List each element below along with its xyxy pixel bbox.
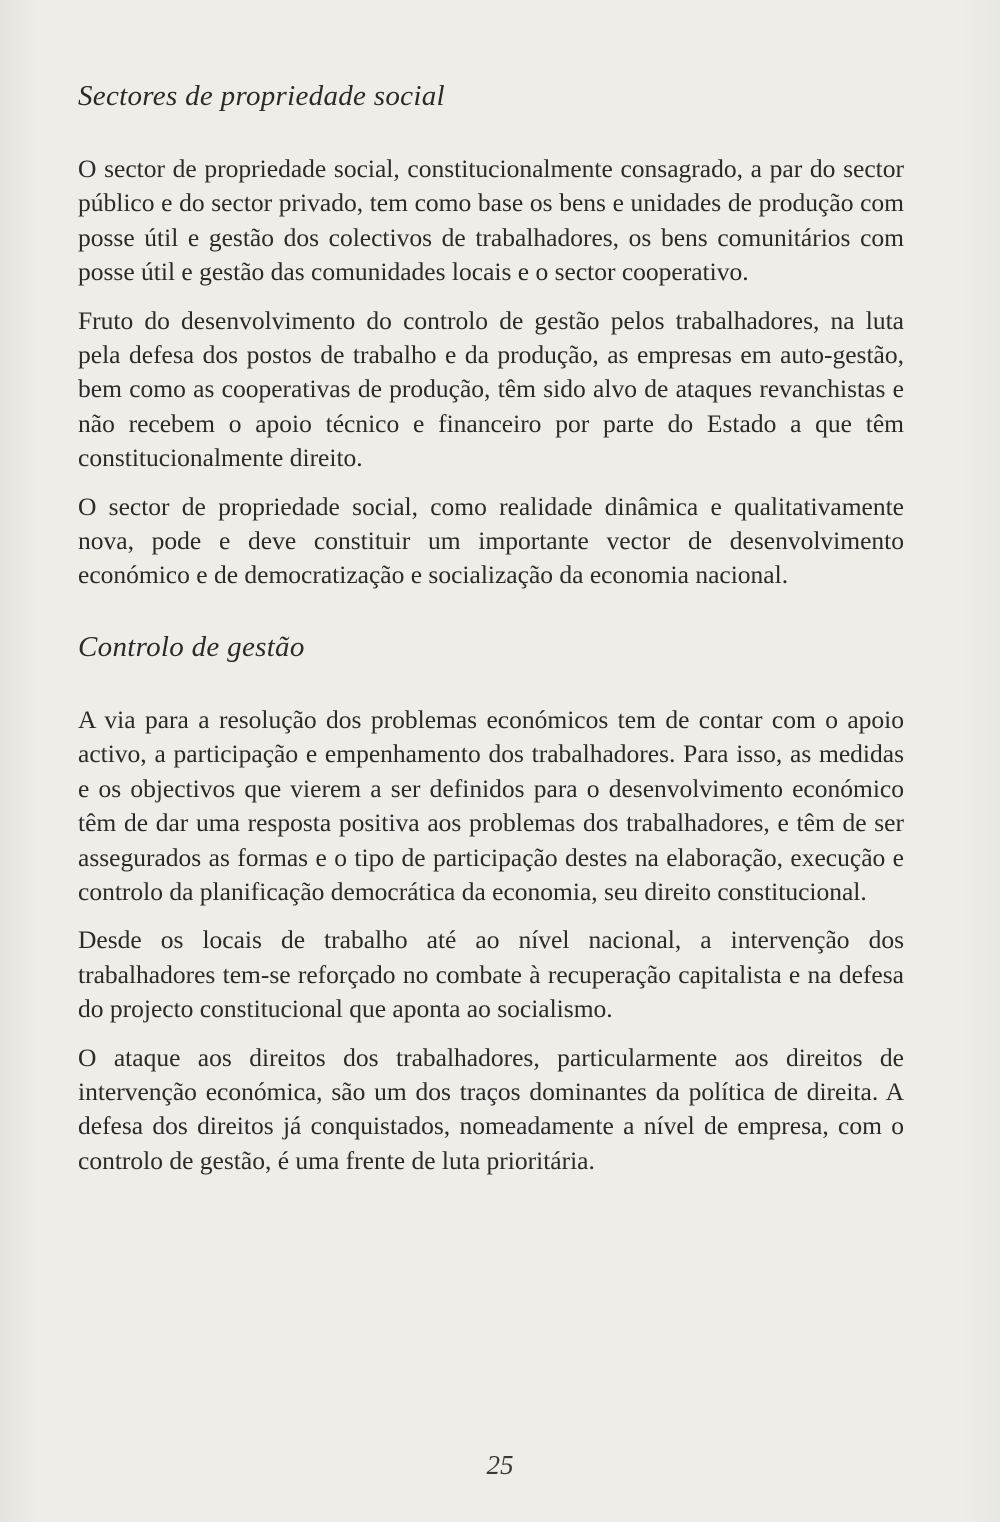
page-content (78, 78, 904, 1178)
paragraph: Fruto do desenvolvimento do controlo de gestão pelos trabalhadores, na luta pela defesa dos postos de trabalho e da produção, as empresas em auto-gestão, bem como as cooperativas de produção, têm sido alvo de ataques revanchistas e não recebem o apoio técnico e financeiro por parte do Estado a que têm constitucionalmente direito. (78, 305, 904, 473)
section-heading-controlo: Controlo de gestão (78, 630, 305, 663)
page-number: 25 (486, 1450, 514, 1480)
paragraph: Desde os locais de trabalho até ao nível nacional, a intervenção dos trabalhadores tem-se reforçado no combate à recuperação capitalista e na defesa do projecto constitucional que aponta ao socialismo. (78, 925, 904, 1024)
paragraph: A via para a resolução dos problemas económicos tem de contar com o apoio activo, a participação e empenhamento dos trabalhadores. Para isso, as medidas e os objectivos que vierem a ser definidos para o desenvolvimento económico têm de dar uma resposta positiva aos problemas dos trabalhadores, e têm de ser assegurados as formas e o tipo de participação destes na elaboração, execução e controlo da planificação democrática da economia, seu direito constitucional. (78, 704, 904, 906)
paragraph: O sector de propriedade social, constitucionalmente consagrado, a par do sector público e do sector privado, tem como base os bens e unidades de produção com posse útil e gestão dos colectivos de trabalhadores, os bens comunitários com posse útil e gestão das comunidades locais e o sector cooperativo. (78, 154, 904, 287)
paragraph: O ataque aos direitos dos trabalhadores, particularmente aos direitos de intervenção económica, são um dos traços dominantes da política de direita. A defesa dos direitos já conquistados, nomeadamente a nível de empresa, com o controlo de gestão, é uma frente de luta prioritária. (78, 1042, 904, 1175)
section-heading-sectores: Sectores de propriedade social (78, 80, 445, 112)
paragraph: O sector de propriedade social, como realidade dinâmica e qualitativamente nova, pode e deve constituir um importante vector de desenvolvimento económico e de democratização e socialização da economia nacional. (78, 491, 904, 590)
